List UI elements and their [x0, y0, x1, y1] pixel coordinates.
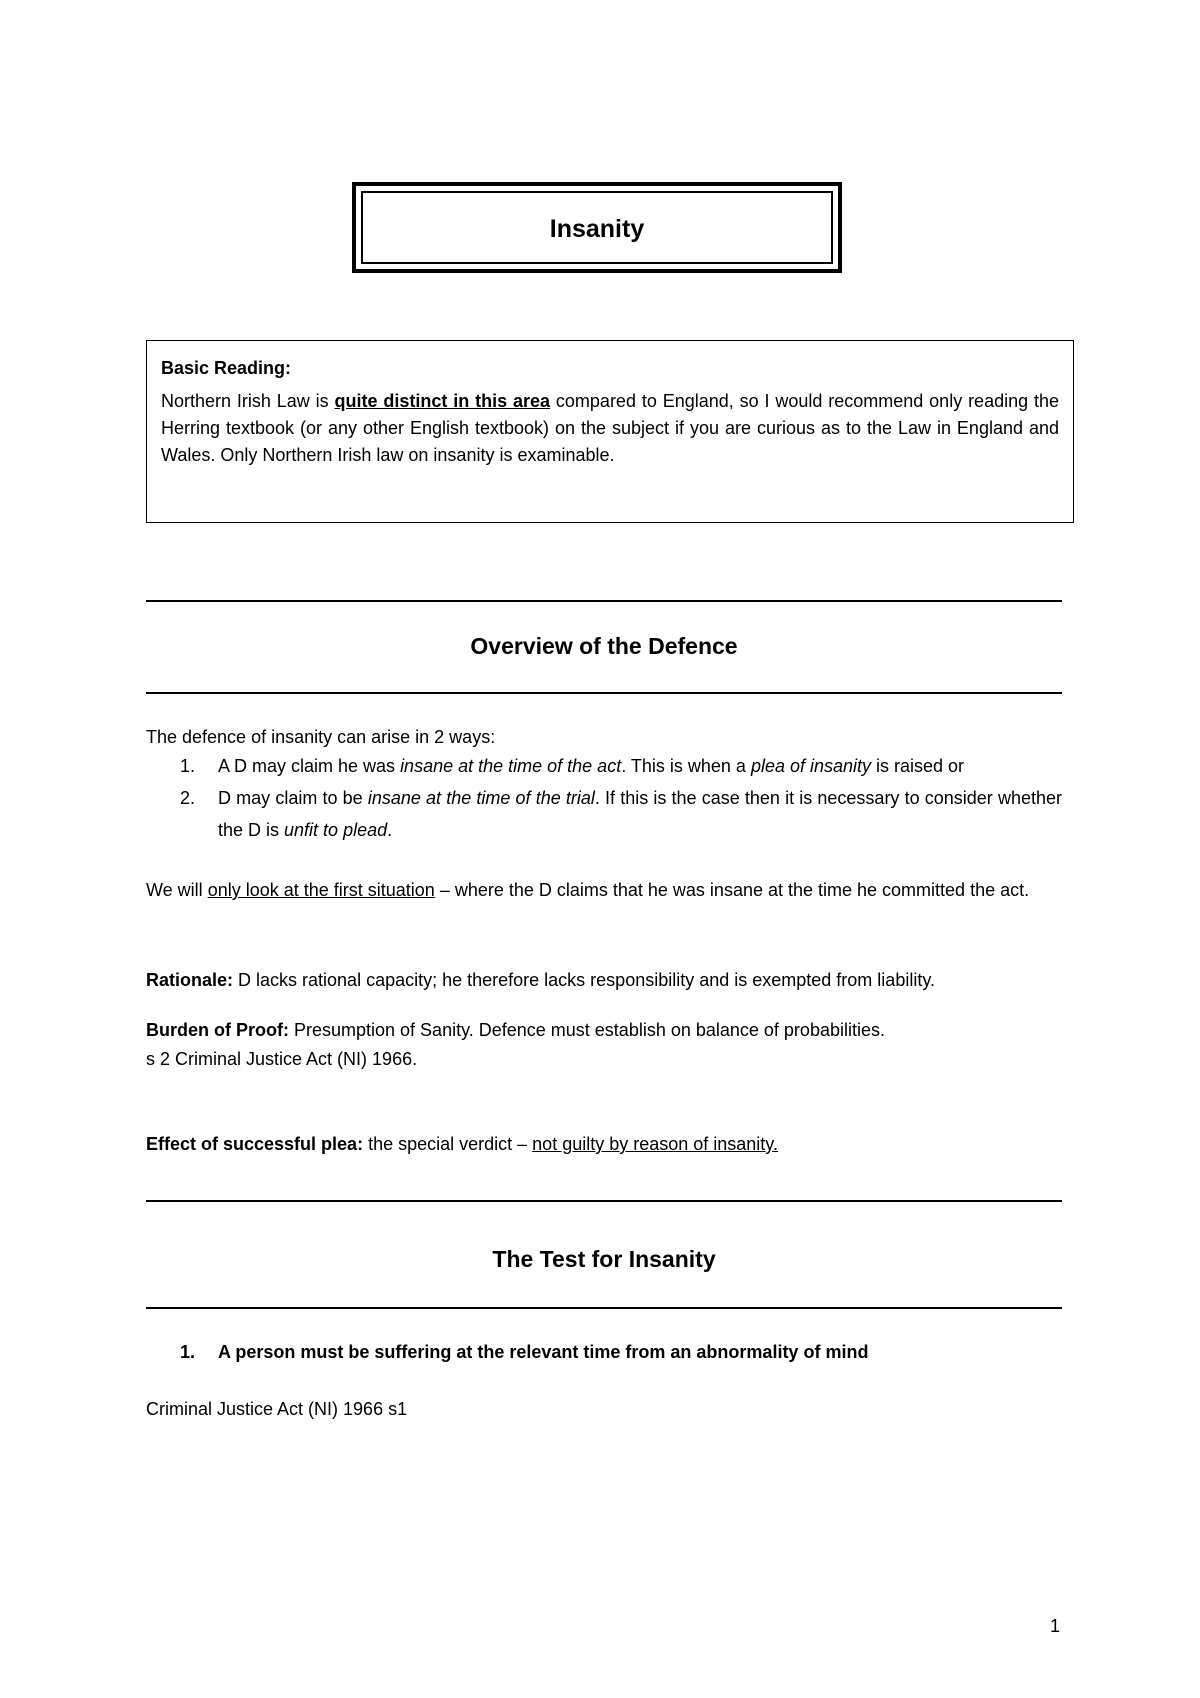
section-heading-overview: Overview of the Defence	[470, 633, 738, 659]
list-item: 1. A person must be suffering at the relevant time from an abnormality of mind	[180, 1336, 1062, 1368]
overview-intro: The defence of insanity can arise in 2 ways:	[146, 727, 496, 747]
list-item-number: 2.	[180, 788, 196, 808]
page-title: Insanity	[549, 215, 645, 243]
section-divider	[146, 1307, 1062, 1309]
section-divider	[146, 692, 1062, 694]
list-item: 2. D may claim to be insane at the time of the trial. If this is the case then it is necessary to consider whether the D is unfit to plead.	[180, 782, 1062, 846]
title-box	[352, 182, 842, 273]
section-heading-test: The Test for Insanity	[492, 1246, 716, 1272]
list-item-number: 1.	[180, 1342, 196, 1362]
citation: Criminal Justice Act (NI) 1966 s1	[146, 1399, 408, 1419]
list-item-number: 1.	[180, 756, 196, 776]
basic-reading-label: Basic Reading:	[161, 358, 292, 378]
burden-of-proof: Burden of Proof: Presumption of Sanity. Defence must establish on balance of probabilities. s 2 Criminal Justice Act (NI) 1966.	[146, 1016, 1062, 1074]
rationale: Rationale: D lacks rational capacity; he therefore lacks responsibility and is exempted from liability.	[146, 970, 935, 990]
section-divider	[146, 1200, 1062, 1202]
list-item: 1. A D may claim he was insane at the time of the act. This is when a plea of insanity is raised or	[180, 750, 1062, 782]
basic-reading-text: Northern Irish Law is quite distinct in this area compared to England, so I would recommend only reading the Herring textbook (or any other English textbook) on the subject if you are curious as to the Law in England and Wales. Only Northern Irish law on insanity is examinable.	[161, 391, 1060, 465]
overview-focus: We will only look at the first situation – where the D claims that he was insane at the time he committed the act.	[146, 880, 1030, 900]
effect-of-plea: Effect of successful plea: the special verdict – not guilty by reason of insanity.	[146, 1134, 778, 1154]
page-number: 1	[1050, 1616, 1061, 1636]
basic-reading-box	[146, 340, 1074, 523]
section-divider	[146, 600, 1062, 602]
basic-reading-emphasis: quite distinct in this area	[334, 391, 551, 411]
burden-citation: s 2 Criminal Justice Act (NI) 1966.	[146, 1049, 418, 1069]
